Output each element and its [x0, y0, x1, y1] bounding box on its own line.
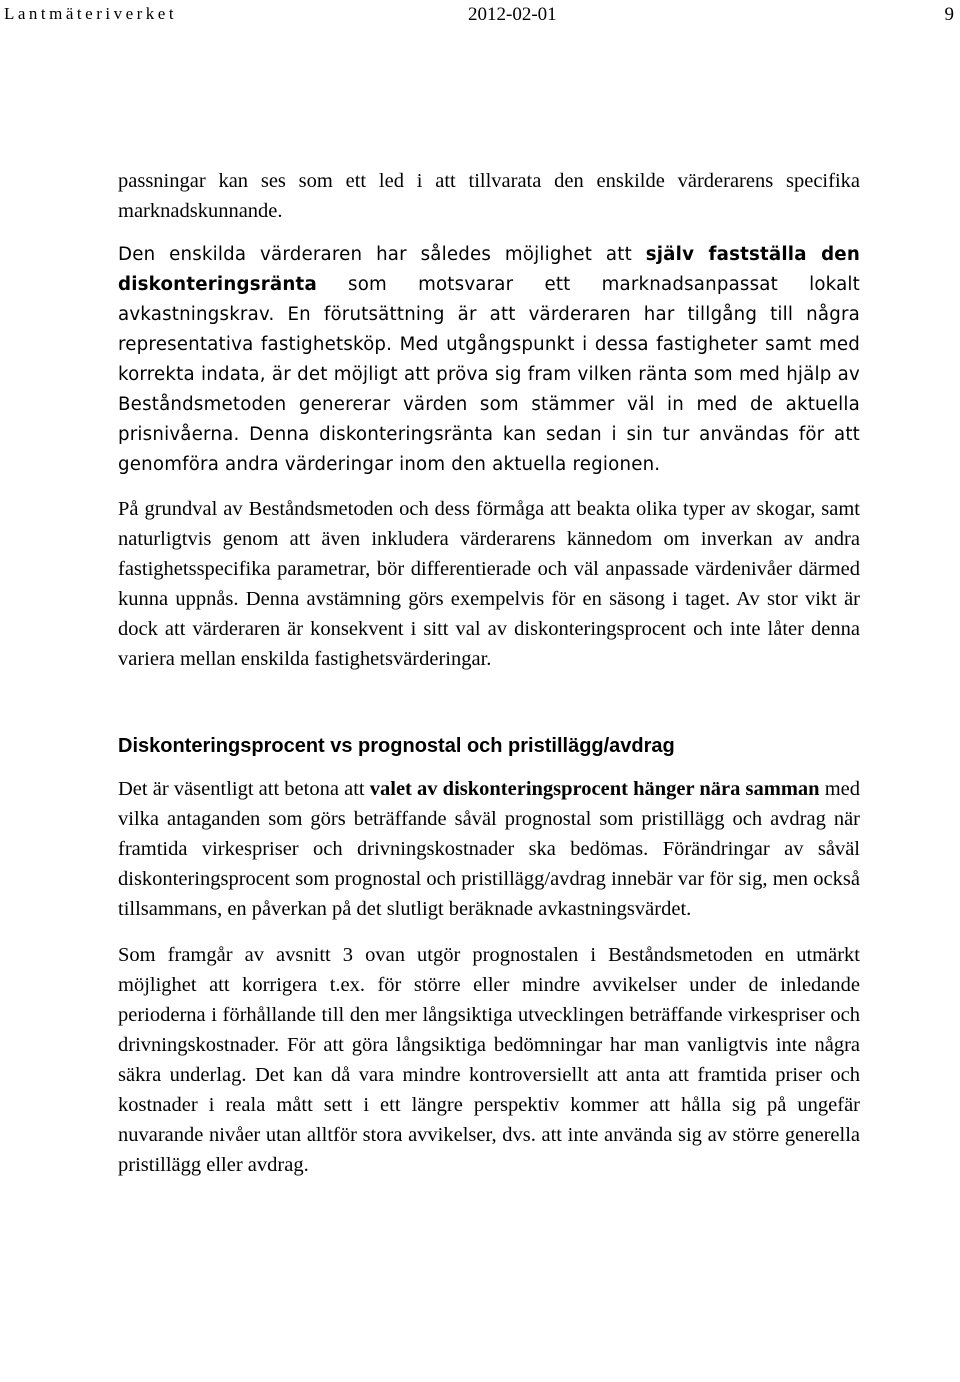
paragraph-3: På grundval av Beståndsmetoden och dess förmåga att beakta olika typer av skogar, samt naturligtvis genom att även inkludera värderarens kännedom om inverkan av andra fastighetsspecifika parametrar, bör differentierade och väl anpassade värdenivåer därmed kunna uppnås. Denna avstämning görs exempelvis för en säsong i taget. Av stor vikt är dock att värderaren är konsekvent i sitt val av diskonteringsprocent och inte låter denna variera mellan enskilda fastighetsvärderingar.	[118, 498, 860, 670]
paragraph-4-lead: Det är väsentligt att betona att	[118, 778, 370, 800]
header-date: 2012-02-01	[468, 4, 557, 25]
paragraph-2	[118, 240, 860, 480]
paragraph-1: passningar kan ses som ett led i att tillvarata den enskilde värderarens specifika marknadskunnande.	[118, 170, 860, 222]
document-body	[118, 166, 860, 1180]
paragraph-5: Som framgår av avsnitt 3 ovan utgör prognostalen i Beståndsmetoden en utmärkt möjlighet att korrigera t.ex. för större eller mindre avvikelser under de inledande perioderna i förhållande till den mer långsiktiga utvecklingen beträffande virkespriser och drivningskostnader. För att göra långsiktiga bedömningar har man vanligtvis inte några säkra underlag. Det kan då vara mindre kontroversiellt att anta att framtida priser och kostnader i reala mått sett i ett längre perspektiv kommer att hålla sig på ungefär nuvarande nivåer utan alltför stora avvikelser, dvs. att inte använda sig av större generella pristillägg eller avdrag.	[118, 944, 860, 1176]
page-number: 9	[944, 4, 954, 25]
paragraph-2-rest: som motsvarar ett marknadsanpassat lokalt avkastningskrav. En förutsättning är att värderaren har tillgång till några representativa fastighetsköp. Med utgångspunkt i dessa fastigheter samt med korrekta indata, är det möjligt att pröva sig fram vilken ränta som med hjälp av Beståndsmetoden genererar värden som stämmer väl in med de aktuella prisnivåerna. Denna diskonteringsränta kan sedan i sin tur användas för att genomföra andra värderingar inom den aktuella regionen.	[118, 274, 860, 475]
paragraph-4	[118, 774, 860, 924]
paragraph-2-lead: Den enskilda värderaren har således möjlighet att	[118, 244, 646, 265]
page-header	[0, 4, 960, 28]
paragraph-4-emphasis: valet av diskonteringsprocent hänger nära samman	[369, 778, 820, 800]
paragraph-4-rest: med vilka antaganden som görs beträffande såväl prognostal som pristillägg och avdrag när framtida virkespriser och drivningskostnader ska bedömas. Förändringar av såväl diskonteringsprocent som prognostal och pristillägg/avdrag innebär var för sig, men också tillsammans, en påverkan på det slutligt beräknade avkastningsvärdet.	[118, 778, 861, 920]
organization-name: Lantmäteriverket	[4, 4, 178, 23]
paragraph-2-emphasis: själv fastställa den diskonteringsränta	[118, 244, 860, 295]
section-heading: Diskonteringsprocent vs prognostal och pristillägg/avdrag	[118, 735, 675, 757]
